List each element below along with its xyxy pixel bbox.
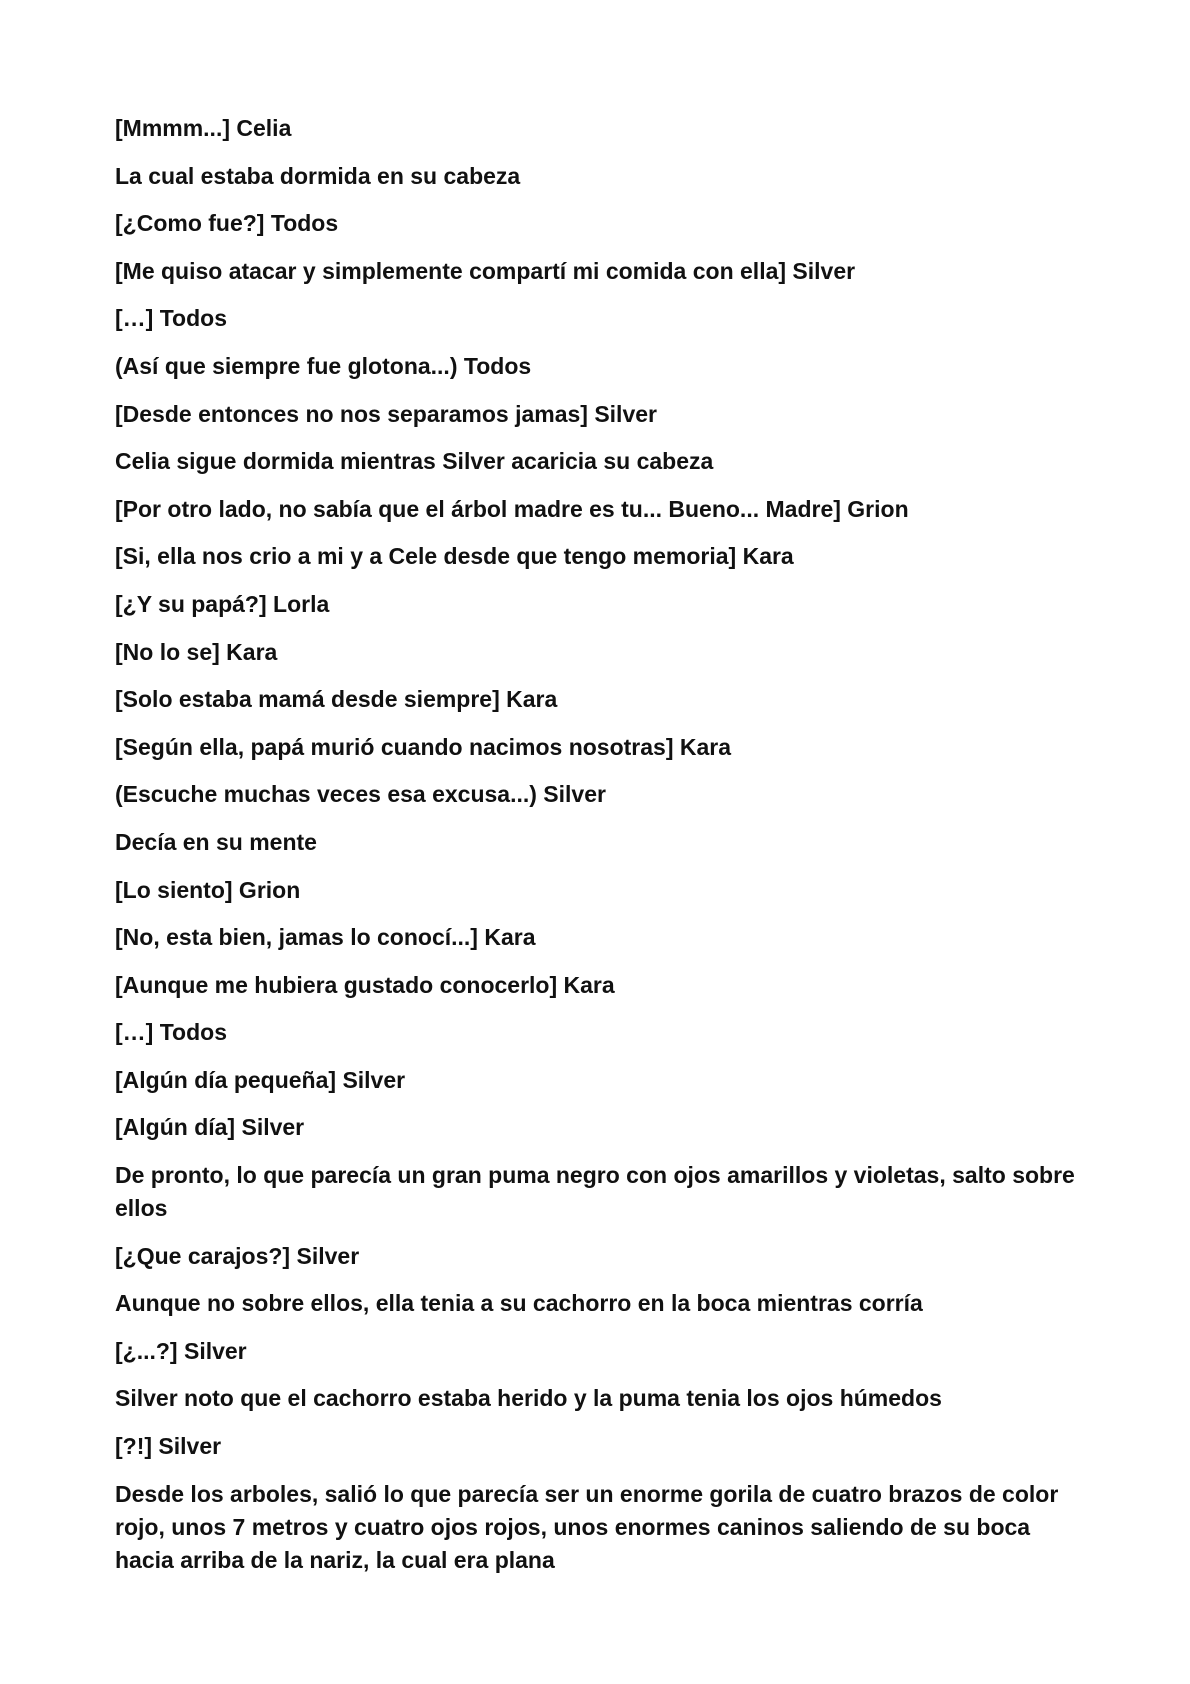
paragraph: Silver noto que el cachorro estaba herido y la puma tenia los ojos húmedos (115, 1385, 942, 1412)
paragraph: (Escuche muchas veces esa excusa...) Silver (115, 781, 606, 808)
paragraph: [Lo siento] Grion (115, 876, 301, 903)
paragraph: Celia sigue dormida mientras Silver acaricia su cabeza (115, 448, 714, 475)
paragraph: […] Todos (115, 1019, 227, 1046)
paragraph: [Algún día pequeña] Silver (115, 1066, 406, 1093)
paragraph: Aunque no sobre ellos, ella tenia a su cachorro en la boca mientras corría (115, 1290, 923, 1317)
paragraph: [Desde entonces no nos separamos jamas] Silver (115, 400, 657, 427)
paragraph: [Algún día] Silver (115, 1114, 305, 1141)
paragraph: [¿...?] Silver (115, 1337, 247, 1364)
paragraph: [?!] Silver (115, 1433, 222, 1460)
paragraph: La cual estaba dormida en su cabeza (115, 162, 521, 189)
paragraph: [Por otro lado, no sabía que el árbol madre es tu... Bueno... Madre] Grion (115, 495, 909, 522)
paragraph: Desde los arboles, salió lo que parecía ser un enorme gorila de cuatro brazos de color rojo, unos 7 metros y cuatro ojos rojos, unos enormes caninos saliendo de su boca hacia arriba de la nariz, la cual era plana (115, 1480, 1059, 1573)
paragraph: [¿Como fue?] Todos (115, 210, 339, 237)
paragraph: [Mmmm...] Celia (115, 115, 292, 141)
paragraph: De pronto, lo que parecía un gran puma negro con ojos amarillos y violetas, salto sobre ellos (115, 1162, 1075, 1222)
paragraph: [¿Que carajos?] Silver (115, 1242, 360, 1269)
paragraph: (Así que siempre fue glotona...) Todos (115, 352, 532, 379)
paragraph: [Aunque me hubiera gustado conocerlo] Kara (115, 971, 615, 998)
paragraph: [No, esta bien, jamas lo conocí...] Kara (115, 924, 536, 951)
paragraph: [Me quiso atacar y simplemente compartí mi comida con ella] Silver (115, 257, 856, 284)
paragraph: […] Todos (115, 305, 227, 332)
document-body (115, 112, 1095, 1591)
paragraph: [Solo estaba mamá desde siempre] Kara (115, 686, 558, 713)
paragraph: Decía en su mente (115, 828, 317, 855)
paragraph: [Según ella, papá murió cuando nacimos nosotras] Kara (115, 733, 732, 760)
paragraph: [No lo se] Kara (115, 638, 278, 665)
paragraph: [¿Y su papá?] Lorla (115, 590, 330, 617)
paragraph: [Si, ella nos crio a mi y a Cele desde que tengo memoria] Kara (115, 543, 794, 570)
